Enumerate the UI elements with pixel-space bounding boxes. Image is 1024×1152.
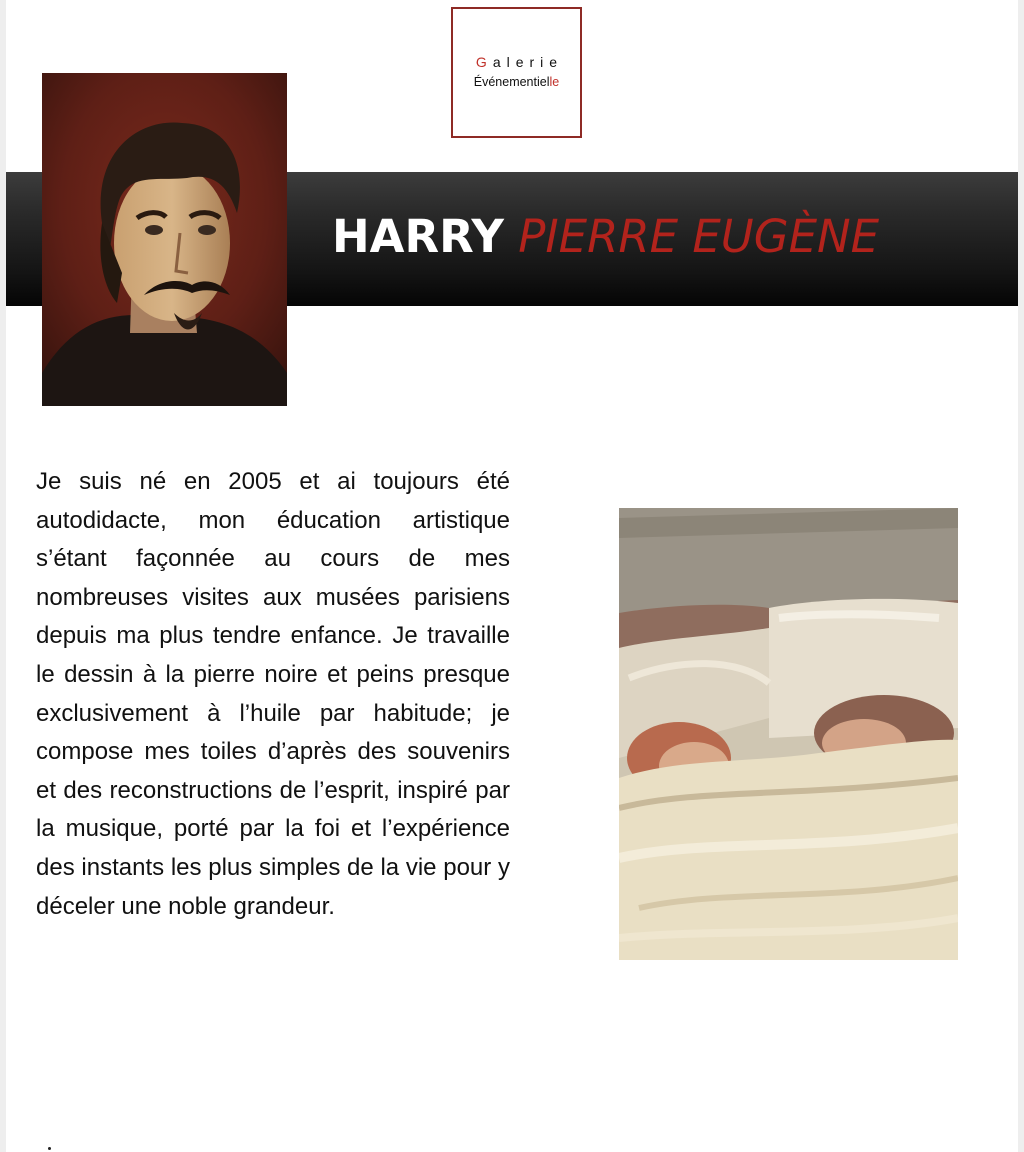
logo-subtitle-accent: le: [549, 75, 560, 89]
artist-name: [332, 206, 879, 268]
artist-portrait-image: [42, 73, 287, 406]
logo-subtitle-main: Événementiel: [473, 75, 550, 89]
stray-dot: [48, 1147, 51, 1150]
artist-biography: Je suis né en 2005 et ai toujours été autodidacte, mon éducation artistique s’étant façonnée au cours de mes nombreuses visites aux musées parisiens depuis ma plus tendre enfance. Je travaille le dessin à la pierre noire et peins presque exclusivement à l’huile par habitude; je compose mes toiles d’après des souvenirs et des reconstructions de l’esprit, inspiré par la musique, porté par la foi et l’expérience des instants les plus simples de la vie pour y déceler une noble grandeur.: [36, 468, 510, 920]
page: [6, 0, 1018, 1152]
gallery-logo: [451, 7, 582, 138]
logo-title-rest: alerie: [492, 54, 564, 70]
logo-initial: G: [475, 54, 493, 70]
logo-title: [453, 54, 580, 70]
artist-first-name: HARRY: [332, 210, 504, 263]
artist-last-name: PIERRE EUGÈNE: [518, 210, 880, 263]
sleeping-children-painting-image: [619, 508, 958, 960]
logo-subtitle: [453, 75, 580, 89]
